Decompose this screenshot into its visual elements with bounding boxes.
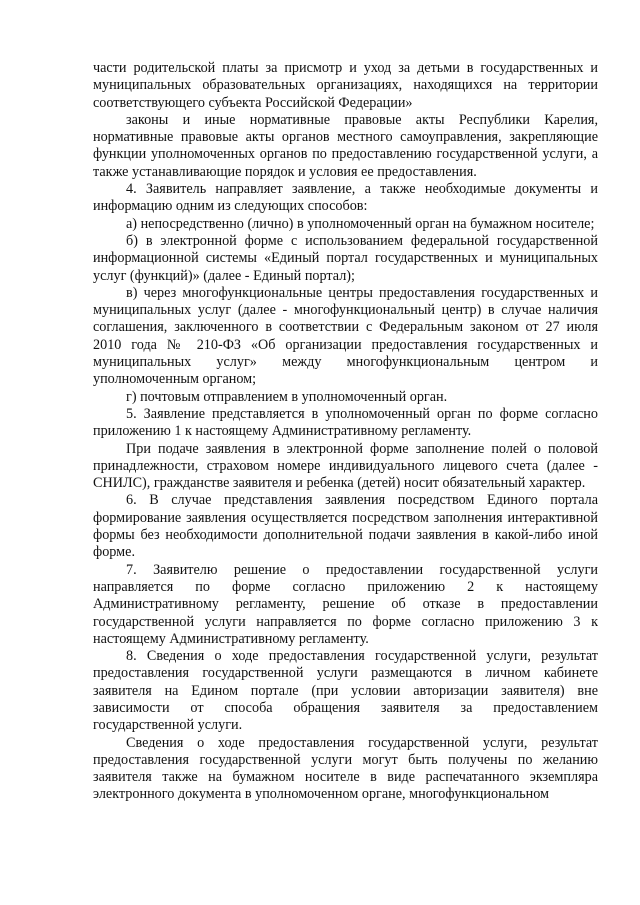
paragraph-item-4a: а) непосредственно (лично) в уполномоченный орган на бумажном носителе;	[126, 215, 595, 232]
paragraph-item-4v: в) через многофункциональные центры предоставления государственных и муниципальных услуг (далее - многофункциональный центр) в случае наличия соглашения, заключенного в соответствии с Федеральным законом от 27 июля 2010 года № 210-ФЗ «Об организации предоставления государственных и муниципальных услуг» между многофункциональным центром и уполномоченным органом;	[93, 284, 598, 388]
paragraph-progress-info: Сведения о ходе предоставления государственной услуги, результат предоставления государственной услуги могут быть получены по желанию заявителя также на бумажном носителе в виде распечатанного экземпляра электронного документа в уполномоченном органе, многофункциональном	[93, 734, 598, 803]
paragraph-karelia-acts: законы и иные нормативные правовые акты Республики Карелия, нормативные правовые акты органов местного самоуправления, закрепляющие функции уполномоченных органов по предоставлению государственной услуги, а также устанавливающие порядок и условия ее предоставления.	[93, 111, 598, 180]
paragraph-item-7: 7. Заявителю решение о предоставлении государственной услуги направляется по форме согласно приложению 2 к настоящему Административному регламенту, решение об отказе в предоставлении государственной услуги направляется по форме согласно приложению 3 к настоящему Административному регламенту.	[93, 561, 598, 647]
paragraph-item-8: 8. Сведения о ходе предоставления государственной услуги, результат предоставления государственной услуги размещаются в личном кабинете заявителя на Едином портале (при условии авторизации заявителя) вне зависимости от способа обращения заявителя за предоставлением государственной услуги.	[93, 648, 598, 734]
paragraph-item-4g: г) почтовым отправлением в уполномоченный орган.	[126, 388, 448, 405]
paragraph-continuation: части родительской платы за присмотр и уход за детьми в государственных и муниципальных образовательных организациях, находящихся на территории соответствующего субъекта Российской Федерации»	[93, 60, 598, 111]
paragraph-item-4b: б) в электронной форме с использованием федеральной государственной информационной системы «Единый портал государственных и муниципальных услуг (функций)» (далее - Единый портал);	[93, 232, 598, 284]
paragraph-electronic-form: При подаче заявления в электронной форме заполнение полей о половой принадлежности, страховом номере индивидуального лицевого счета (далее - СНИЛС), гражданстве заявителя и ребенка (детей) носит обязательный характер.	[93, 440, 598, 492]
document-body	[93, 60, 598, 804]
paragraph-item-6: 6. В случае представления заявления посредством Единого портала формирование заявления осуществляется посредством заполнения интерактивной формы без необходимости дополнительной подачи заявления в какой-либо иной форме.	[93, 492, 598, 561]
paragraph-item-4: 4. Заявитель направляет заявление, а также необходимые документы и информацию одним из следующих способов:	[93, 181, 598, 215]
paragraph-item-5: 5. Заявление представляется в уполномоченный орган по форме согласно приложению 1 к настоящему Административному регламенту.	[93, 405, 598, 440]
